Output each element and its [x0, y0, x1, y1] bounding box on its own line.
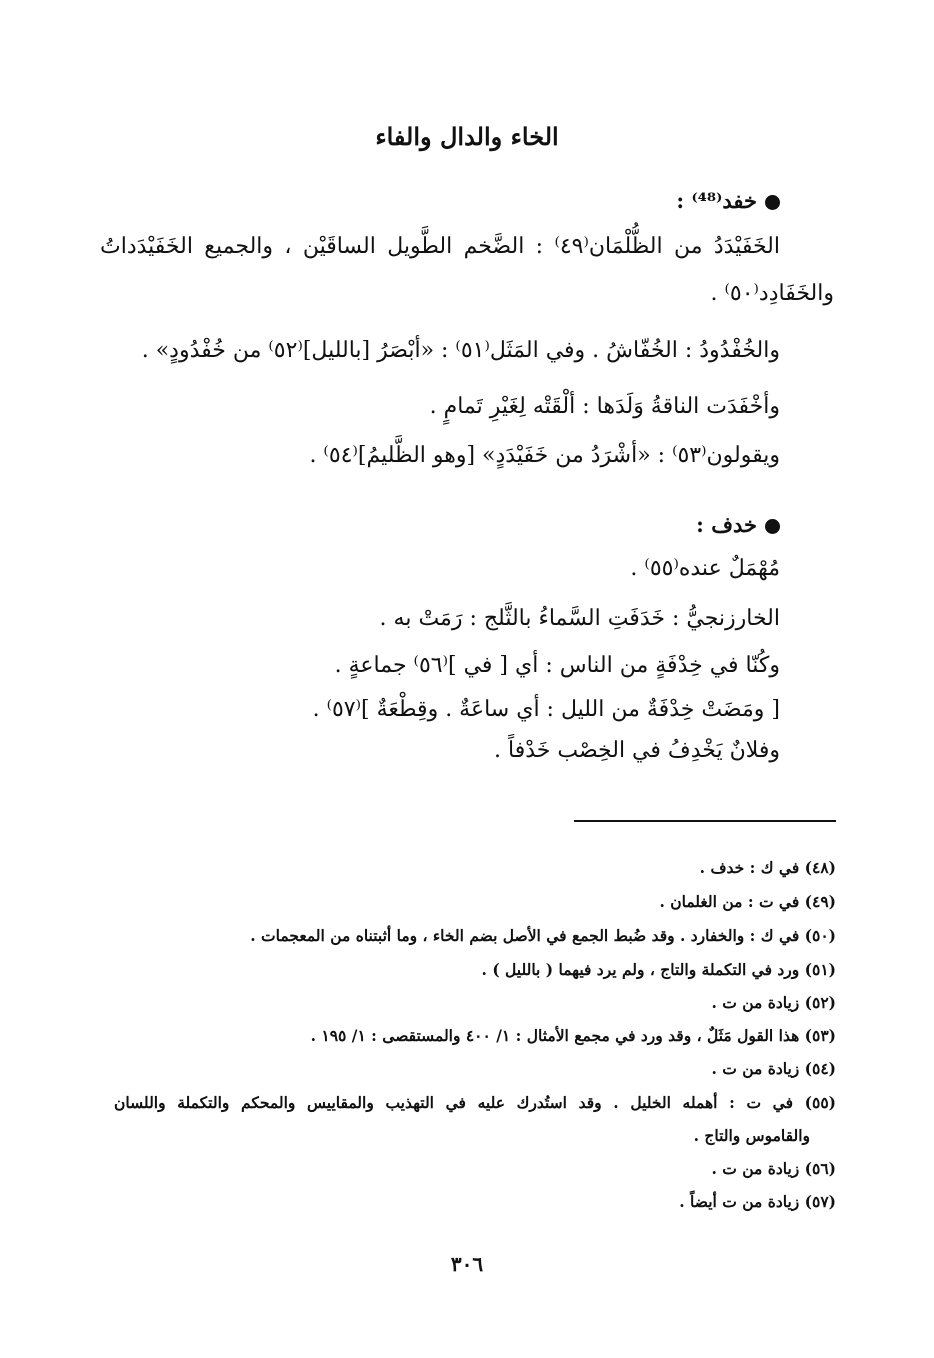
- footnote-separator: [574, 820, 836, 822]
- bullet-icon: [765, 195, 780, 210]
- footnote: (٥١) ورد في التكملة والتاج ، ولم يرد فيهما ( بالليل ) .: [481, 960, 836, 979]
- entry-line: والخَفَادِد⁽٥٠⁾ .: [710, 281, 834, 306]
- entry-head-label: خدف :: [696, 512, 757, 537]
- entry-line: [ ومَضَتْ خِدْفَةٌ من الليل : أي ساعَةٌ . وقِطْعَةٌ ]⁽٥٧⁾ .: [312, 697, 780, 722]
- footnote: (٥٠) في ك : والخفارد . وقد ضُبط الجمع في الأصل بضم الخاء ، وما أثبتناه من المعجمات .: [250, 926, 836, 945]
- entry-line: وكُنّا في خِدْفَةٍ من الناس : أي [ في ]⁽٥٦⁾ جماعةٍ .: [334, 653, 780, 678]
- footnote-continuation: والقاموس والتاج .: [693, 1126, 810, 1145]
- footnote: (٥٤) زيادة من ت .: [711, 1059, 836, 1078]
- entry-line: والخُفْدُودُ : الخُفّاشُ . وفي المَثَل⁽٥١⁾ : «أبْصَرُ [بالليل]⁽٥٢⁾ من خُفْدُودٍ» .: [141, 338, 780, 363]
- entry-line: الخارزنجيُّ : خَدَفَتِ السَّماءُ بالثَّلج : رَمَتْ به .: [379, 606, 780, 631]
- entry-line: وأخْفَدَت الناقةُ وَلَدَها : ألْقَتْه لِغَيْرِ تَمامٍ .: [429, 394, 780, 419]
- page-title: الخاء والدال والفاء: [375, 122, 559, 151]
- footnote: (٤٩) في ت : من الغلمان .: [659, 892, 836, 911]
- entry-line: ويقولون⁽٥٣⁾ : «أشْرَدُ من خَفَيْدَدٍ» [وهو الظَّليمُ]⁽٥٤⁾ .: [309, 443, 780, 468]
- footnote: (٥٥) في ت : أهمله الخليل . وقد استُدرك عليه في التهذيب والمقاييس والمحكم والتكملة واللسان: [114, 1093, 836, 1112]
- footnote: (٤٨) في ك : خدف .: [699, 858, 836, 877]
- footnote: (٥٣) هذا القول مَثَلٌ ، وقد ورد في مجمع الأمثال : ١/ ٤٠٠ والمستقصى : ١/ ١٩٥ .: [310, 1026, 836, 1045]
- entry-head-label: خفد⁽⁴⁸⁾ :: [676, 188, 757, 213]
- entry-line: مُهْمَلٌ عنده⁽٥٥⁾ .: [630, 556, 780, 581]
- footnote: (٥٦) زيادة من ت .: [711, 1159, 836, 1178]
- entry-line: وفلانٌ يَخْدِفُ في الخِصْب خَدْفاً .: [494, 738, 780, 763]
- entry-line: الخَفَيْدَدُ من الظُّلْمَان⁽٤٩⁾ : الضَّخم الطَّويل الساقَيْن ، والجميع الخَفَيْدَداتُ: [100, 234, 780, 259]
- page-number: ٣٠٦: [450, 1252, 484, 1276]
- footnote: (٥٢) زيادة من ت .: [711, 993, 836, 1012]
- entry-head-khfd: [676, 188, 780, 213]
- entry-head-khdf: [696, 512, 780, 537]
- footnote: (٥٧) زيادة من ت أيضاً .: [679, 1192, 836, 1211]
- bullet-icon: [765, 519, 780, 534]
